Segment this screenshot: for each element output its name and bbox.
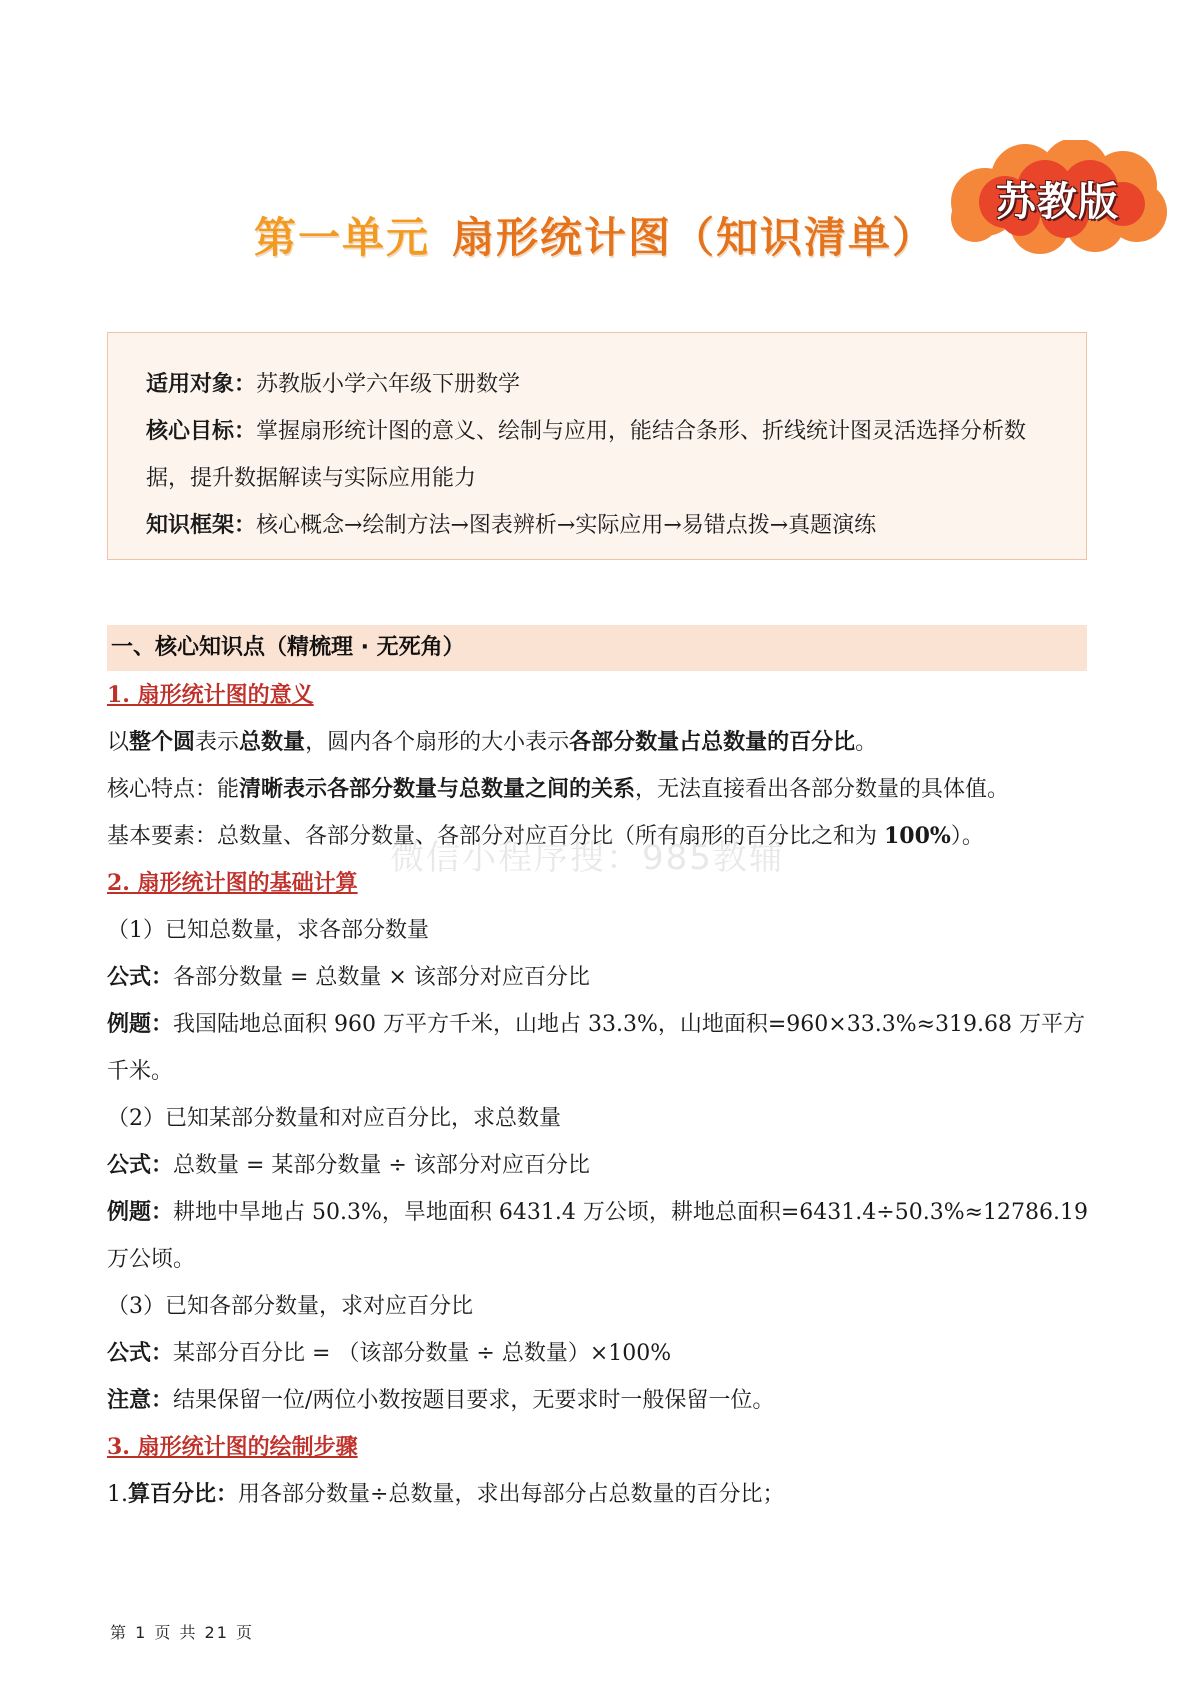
meaning-elements: 基本要素：总数量、各部分数量、各部分对应百分比（所有扇形的百分比之和为 100%）。 bbox=[107, 823, 984, 849]
badge-label: 苏教版 bbox=[996, 179, 1119, 225]
title-topic: 扇形统计图（知识清单） bbox=[452, 213, 937, 262]
edition-badge bbox=[945, 140, 1170, 255]
calc-case-2: （2）已知某部分数量和对应百分比，求总数量 bbox=[107, 1106, 561, 1131]
watermark: 微信小程序搜：985教辅 bbox=[390, 838, 785, 878]
title-unit: 第一单元 bbox=[253, 213, 430, 262]
calc-formula-3: 公式：某部分百分比 = （该部分数量 ÷ 总数量）×100% bbox=[107, 1340, 672, 1366]
info-framework: 知识框架：核心概念→绘制方法→图表辨析→实际应用→易错点拨→真题演练 bbox=[146, 512, 877, 538]
meaning-feature: 核心特点：能清晰表示各部分数量与总数量之间的关系，无法直接看出各部分数量的具体值。 bbox=[107, 776, 1010, 802]
info-audience: 适用对象：苏教版小学六年级下册数学 bbox=[146, 371, 521, 397]
calc-case-3: （3）已知各部分数量，求对应百分比 bbox=[107, 1294, 473, 1319]
meaning-definition: 以整个圆表示总数量，圆内各个扇形的大小表示各部分数量占总数量的百分比。 bbox=[107, 729, 878, 755]
calc-example-2: 例题：耕地中旱地占 50.3%，旱地面积 6431.4 万公顷，耕地总面积=6431.4÷50.3%≈12786.19 万公顷。 bbox=[107, 1199, 1089, 1272]
calc-formula-1: 公式：各部分数量 = 总数量 × 该部分对应百分比 bbox=[107, 964, 590, 990]
drawing-step-1: 1.算百分比：用各部分数量÷总数量，求出每部分占总数量的百分比； bbox=[107, 1481, 785, 1507]
info-goal: 核心目标：掌握扇形统计图的意义、绘制与应用，能结合条形、折线统计图灵活选择分析数据，提升数据解读与实际应用能力 bbox=[146, 418, 1027, 491]
subheading-calc: 2. 扇形统计图的基础计算 bbox=[107, 870, 358, 896]
info-box bbox=[107, 332, 1087, 560]
calc-note: 注意：结果保留一位/两位小数按题目要求，无要求时一般保留一位。 bbox=[107, 1387, 775, 1413]
subheading-meaning: 1. 扇形统计图的意义 bbox=[107, 682, 314, 708]
section-heading: 一、核心知识点（精梳理 · 无死角） bbox=[107, 625, 1087, 671]
page-number: 第 1 页 共 21 页 bbox=[110, 1623, 254, 1642]
calc-case-1: （1）已知总数量，求各部分数量 bbox=[107, 918, 429, 943]
calc-example-1: 例题：我国陆地总面积 960 万平方千米，山地占 33.3%，山地面积=960×33.3%≈319.68 万平方千米。 bbox=[107, 1011, 1086, 1084]
content-body bbox=[107, 672, 1092, 1518]
subheading-drawing: 3. 扇形统计图的绘制步骤 bbox=[107, 1434, 358, 1460]
calc-formula-2: 公式：总数量 = 某部分数量 ÷ 该部分对应百分比 bbox=[107, 1152, 590, 1178]
